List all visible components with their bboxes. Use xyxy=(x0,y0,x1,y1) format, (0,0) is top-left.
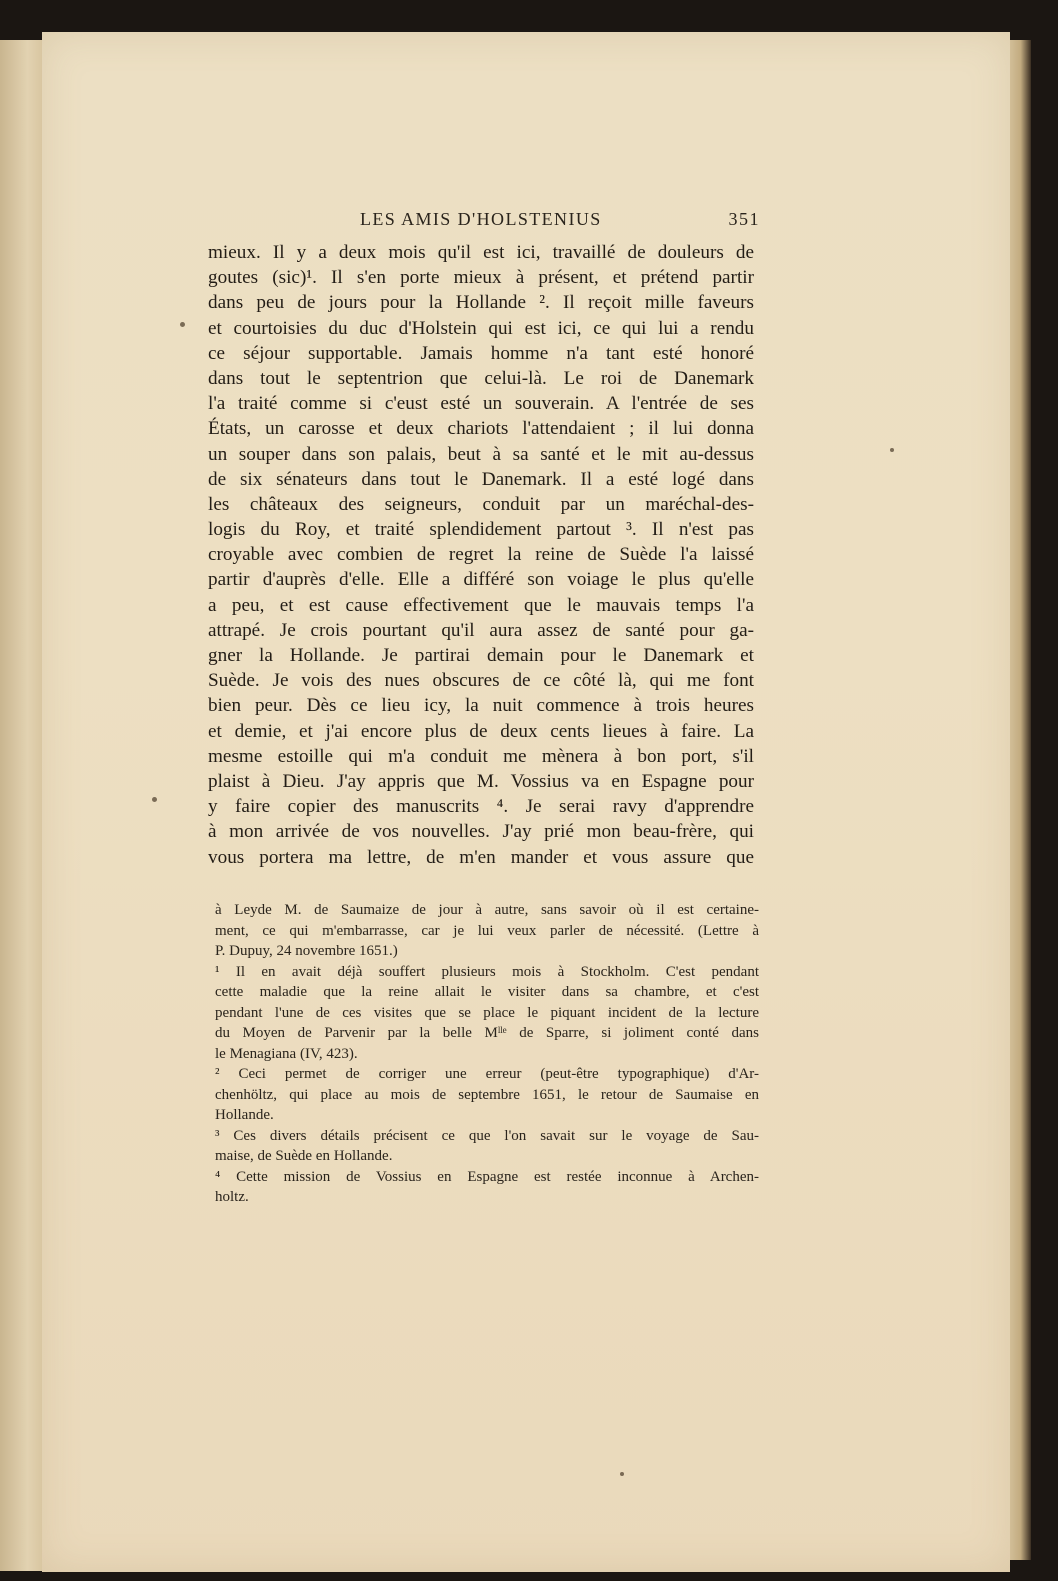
footnote-line: ³ Ces divers détails précisent ce que l'on savait sur le voyage de Sau- xyxy=(215,1127,759,1144)
text-line: mieux. Il y a deux mois qu'il est ici, travaillé de douleurs de xyxy=(208,242,754,263)
text-line: un souper dans son palais, beut à sa santé et le mit au-dessus xyxy=(208,443,754,465)
footnote-line: du Moyen de Parvenir par la belle Mˡˡᵉ de Sparre, si joliment conté dans xyxy=(215,1025,759,1041)
text-line: dans peu de jours pour la Hollande ². Il reçoit mille faveurs xyxy=(208,292,754,314)
text-line: gner la Hollande. Je partirai demain pour le Danemark et xyxy=(208,645,754,666)
ink-speck xyxy=(180,322,185,327)
text-line: les châteaux des seigneurs, conduit par un maréchal-des- xyxy=(208,493,754,515)
text-line: attrapé. Je crois pourtant qu'il aura assez de santé pour ga- xyxy=(208,619,754,641)
footnote-line: holtz. xyxy=(215,1189,249,1205)
footnote-line: à Leyde M. de Saumaize de jour à autre, sans savoir où il est certaine- xyxy=(215,902,759,918)
footnote-line: ⁴ Cette mission de Vossius en Espagne est restée inconnue à Archen- xyxy=(215,1168,759,1185)
footnote-line: ² Ceci permet de corriger une erreur (peut-être typographique) d'Ar- xyxy=(215,1066,759,1082)
footnote-line: chenhöltz, qui place au mois de septembre 1651, le retour de Saumaise en xyxy=(215,1086,759,1103)
footnote-line: cette maladie que la reine allait le visiter dans sa chambre, et c'est xyxy=(215,984,759,1000)
main-text-block xyxy=(208,240,754,870)
text-line: de six sénateurs dans tout le Danemark. Il a esté logé dans xyxy=(208,468,754,490)
footnotes-block xyxy=(215,900,759,1208)
footnote-line: ¹ Il en avait déjà souffert plusieurs mois à Stockholm. C'est pendant xyxy=(215,963,759,980)
text-line: goutes (sic)¹. Il s'en porte mieux à présent, et prétend partir xyxy=(208,267,754,289)
text-line: partir d'auprès d'elle. Elle a différé son voiage le plus qu'elle xyxy=(208,569,754,591)
text-line: mesme estoille qui m'a conduit me mènera à bon port, s'il xyxy=(208,745,754,767)
text-line: États, un carosse et deux chariots l'attendaient ; il lui donna xyxy=(208,418,754,440)
footnote-line: P. Dupuy, 24 novembre 1651.) xyxy=(215,943,398,959)
ink-speck xyxy=(152,797,157,802)
text-line: vous portera ma lettre, de m'en mander et vous assure que xyxy=(208,846,754,868)
ink-speck xyxy=(890,448,894,452)
footnote-line: pendant l'une de ces visites que se place le piquant incident de la lecture xyxy=(215,1004,759,1021)
text-line: y faire copier des manuscrits ⁴. Je serai ravy d'apprendre xyxy=(208,796,754,818)
running-title: LES AMIS D'HOLSTENIUS xyxy=(360,209,602,229)
footnote-line: maise, de Suède en Hollande. xyxy=(215,1148,393,1164)
text-line: et demie, et j'ai encore plus de deux cents lieues à faire. La xyxy=(208,720,754,742)
text-line: plaist à Dieu. J'ay appris que M. Vossius va en Espagne pour xyxy=(208,770,754,792)
text-line: dans tout le septentrion que celui-là. Le roi de Danemark xyxy=(208,367,754,389)
previous-page-edge xyxy=(0,40,48,1571)
text-line: et courtoisies du duc d'Holstein qui est ici, ce qui lui a rendu xyxy=(208,317,754,339)
text-line: bien peur. Dès ce lieu icy, la nuit commence à trois heures xyxy=(208,695,754,717)
footnote-line: ment, ce qui m'embarrasse, car je lui veux parler de nécessité. (Lettre à xyxy=(215,922,759,939)
text-line: à mon arrivée de vos nouvelles. J'ay prié mon beau-frère, qui xyxy=(208,821,754,843)
footnote-line: Hollande. xyxy=(215,1107,274,1123)
text-line: logis du Roy, et traité splendidement partout ³. Il n'est pas xyxy=(208,519,754,541)
text-line: a peu, et est cause effectivement que le mauvais temps l'a xyxy=(208,594,754,616)
page-header xyxy=(210,209,760,237)
ink-speck xyxy=(620,1472,624,1476)
text-line: croyable avec combien de regret la reine de Suède l'a laissé xyxy=(208,544,754,566)
text-line: ce séjour supportable. Jamais homme n'a tant esté honoré xyxy=(208,342,754,364)
footnote-line: le Menagiana (IV, 423). xyxy=(215,1045,358,1062)
page-number: 351 xyxy=(728,209,760,229)
text-line: Suède. Je vois des nues obscures de ce côté là, qui me font xyxy=(208,670,754,692)
text-line: l'a traité comme si c'eust esté un souverain. A l'entrée de ses xyxy=(208,393,754,415)
